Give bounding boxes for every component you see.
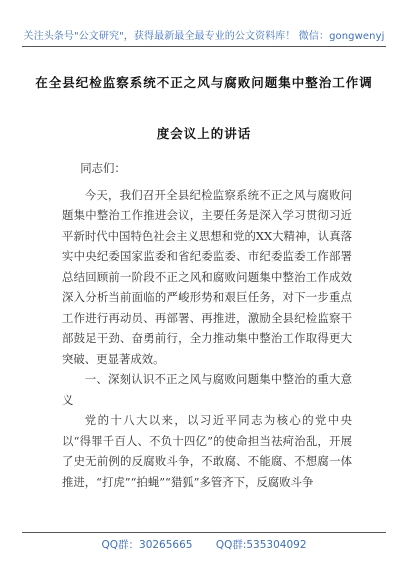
footer: [0, 537, 408, 552]
salutation: 同志们：: [80, 161, 126, 175]
footer-divider: [22, 532, 386, 533]
paragraph: 党的十八大以来，以习近平同志为核心的党中央以“得罪千百人、不负十四亿”的使命担当祛疴治乱，开展了史无前例的反腐败斗争，不敢腐、不能腐、不想腐一体推进，“打虎”“拍蝇”“猎狐”多管齐下，反腐败斗争: [62, 413, 352, 489]
document-title-line-2: 度会议上的讲话: [156, 126, 252, 141]
document-body: [62, 158, 352, 492]
footer-qq-group-2: QQ群:535304092: [215, 539, 307, 551]
document-title-line-1: 在全县纪检监察系统不正之风与腐败问题集中整治工作调: [35, 75, 373, 90]
footer-qq-group-1: QQ群：30265665: [101, 539, 193, 551]
paragraph: 今天，我们召开全县纪检监察系统不正之风与腐败问题集中整治工作推进会议，主要任务是深入学习贯彻习近平新时代中国特色社会主义思想和党的XX大精神，认真落实中央纪委国家监委和省纪委监委、市纪委监委工作部署总结回顾前一阶段不正之风和腐败问题集中整治工作成效深入分析当前面临的严峻形势和艰巨任务，对下一步重点工作进行再动员、再部署、再推进，激励全县纪检监察干部鼓足干劲、奋勇前行，全力推动集中整治工作取得更大突破、更显著成效。: [62, 187, 352, 366]
header-note: 关注头条号"公文研究"，获得最新最全最专业的公文资料库！ 微信：gongwenyj: [23, 31, 385, 42]
section-heading: 一、深刻认识不正之风与腐败问题集中整治的重大意义: [62, 372, 352, 407]
header-divider: [22, 46, 386, 47]
